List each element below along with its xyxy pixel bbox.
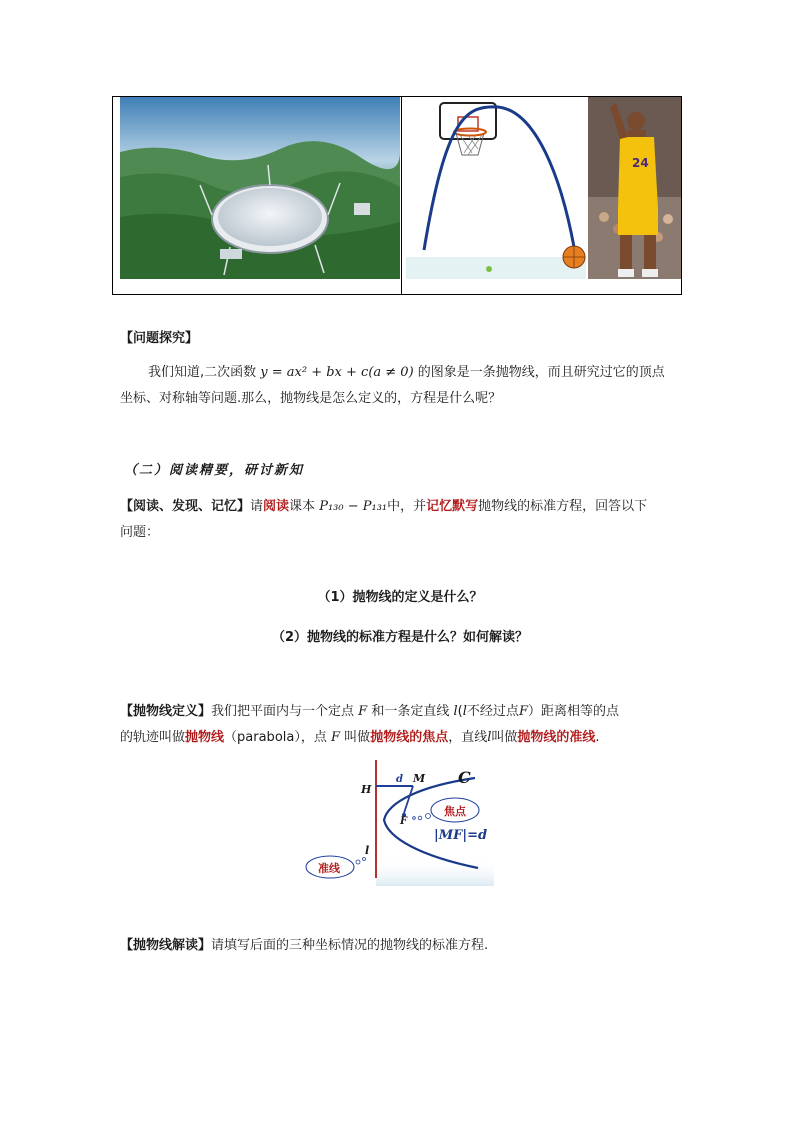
highlight-parabola: 抛物线 xyxy=(185,730,225,745)
question-1: （1）抛物线的定义是什么？ xyxy=(317,590,483,605)
symbol-F: F xyxy=(358,704,368,719)
definition-text: 的轨迹叫做 xyxy=(120,730,186,745)
symbol-F: F xyxy=(331,730,341,745)
reading-text: 抛物线的标准方程，回答以下 xyxy=(478,499,648,514)
label-d: d xyxy=(396,774,403,785)
intro-paragraph xyxy=(120,360,680,412)
definition-text: . xyxy=(595,730,600,745)
parabola-diagram xyxy=(300,758,495,886)
symbol-l: l xyxy=(453,704,458,719)
highlight-read: 阅读 xyxy=(263,499,290,514)
label-focus: 焦点 xyxy=(444,805,466,818)
reading-label: 【阅读、发现、记忆】 xyxy=(120,499,251,514)
reading-text: 中，并 xyxy=(387,499,427,514)
telescope-photo xyxy=(120,97,400,279)
definition-label: 【抛物线定义】 xyxy=(120,704,212,719)
definition-text: ( xyxy=(457,704,463,719)
symbol-l: l xyxy=(462,704,467,719)
question-2: （2）抛物线的标准方程是什么？如何解读？ xyxy=(271,630,529,645)
interpretation-label: 【抛物线解读】 xyxy=(120,938,212,953)
label-H: H xyxy=(361,783,372,796)
label-mf-eq: |MF|=d xyxy=(434,828,488,843)
basketball-photo xyxy=(406,97,681,279)
interpretation-text: 请填写后面的三种坐标情况的抛物线的标准方程. xyxy=(211,938,489,953)
definition-text: 叫做 xyxy=(344,730,371,745)
section-title-reading: （二）阅读精要，研讨新知 xyxy=(124,463,305,478)
definition-paragraph xyxy=(120,699,680,751)
intro-line2: 坐标、对称轴等问题.那么，抛物线是怎么定义的，方程是什么呢？ xyxy=(120,391,502,406)
label-C: C xyxy=(458,768,471,787)
definition-text: ，直线 xyxy=(448,730,488,745)
definition-text: 我们把平面内与一个定点 xyxy=(211,704,355,719)
highlight-directrix: 抛物线的准线 xyxy=(517,730,596,745)
label-F: F xyxy=(400,816,408,827)
page-range-formula: P₁₃₀ − P₁₃₁ xyxy=(319,499,388,514)
label-M: M xyxy=(413,772,426,785)
reading-line2: 问题： xyxy=(120,525,160,540)
definition-text: 和一条定直线 xyxy=(371,704,450,719)
symbol-F: F xyxy=(518,704,528,719)
reading-text: 请 xyxy=(250,499,264,514)
symbol-l: l xyxy=(487,730,492,745)
highlight-focus: 抛物线的焦点 xyxy=(370,730,449,745)
section-title-problem: 【问题探究】 xyxy=(120,331,199,346)
highlight-memorize: 记忆默写 xyxy=(426,499,479,514)
label-directrix: 准线 xyxy=(318,862,340,875)
definition-text: 不经过点 xyxy=(466,704,519,719)
definition-text: 叫做 xyxy=(491,730,518,745)
svg-text:24: 24 xyxy=(632,156,649,170)
intro-lead: 我们知道,二次函数 xyxy=(148,365,257,380)
reading-paragraph xyxy=(120,494,680,546)
intro-tail: 的图象是一条抛物线，而且研究过它的顶点 xyxy=(417,365,665,380)
image-frame-divider xyxy=(401,96,402,295)
definition-text: ）距离相等的点 xyxy=(527,704,619,719)
quadratic-formula: y = ax² + bx + c(a ≠ 0) xyxy=(260,365,414,380)
label-l: l xyxy=(365,844,370,857)
reading-text: 课本 xyxy=(289,499,316,514)
definition-text: （parabola），点 xyxy=(224,730,327,745)
interpretation-paragraph xyxy=(120,934,680,953)
